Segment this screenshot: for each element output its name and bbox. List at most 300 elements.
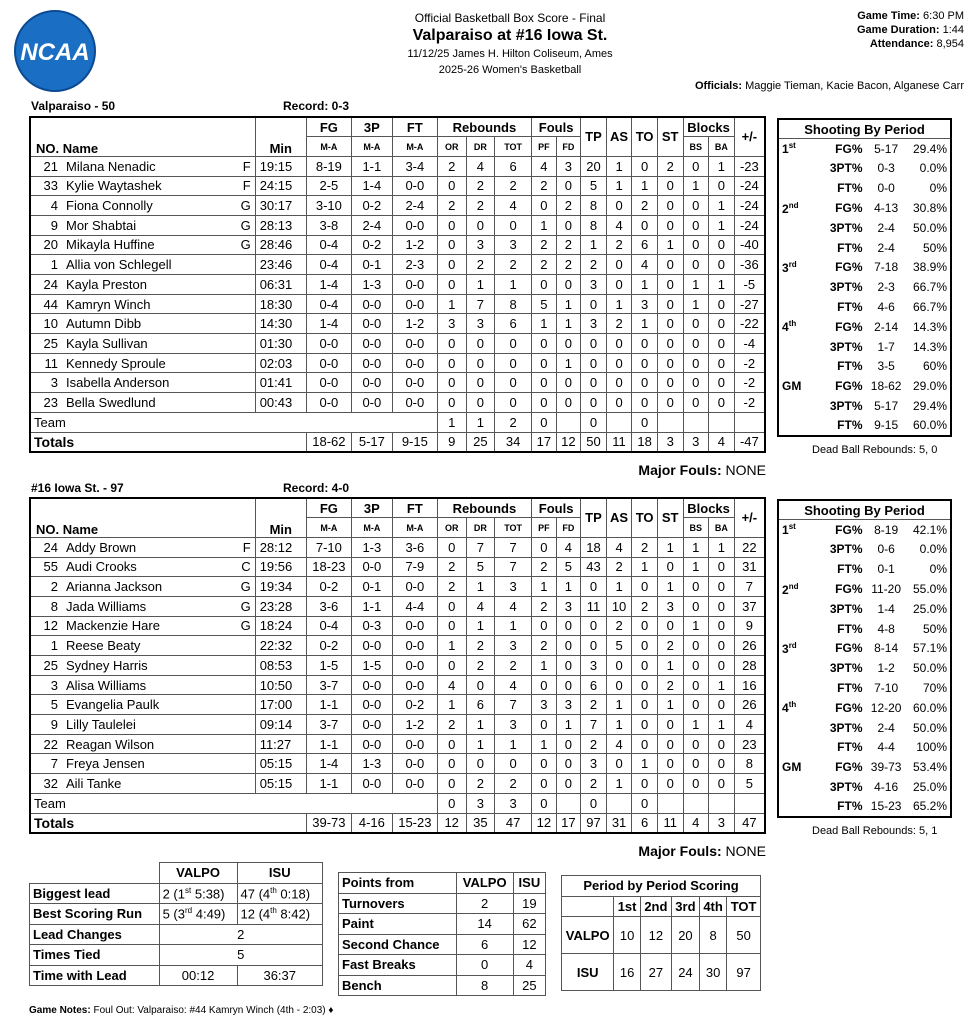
team-stat [606,412,632,432]
stat-min: 10:50 [255,675,306,695]
stat-ba: 0 [709,314,735,334]
stat-bs: 1 [683,715,709,735]
season: 2025-26 Women's Basketball [438,64,582,76]
shooting-pct: 66.7% [912,300,947,315]
stat-ba: 1 [709,196,735,216]
stat-pf: 2 [532,557,557,577]
col-header-blocks: Blocks [683,117,734,137]
stat-ft: 0-0 [392,275,437,295]
lead-changes-row: Lead Changes 2 [30,924,323,945]
stat-as: 1 [606,176,632,196]
col-subheader: M-A [306,137,351,157]
player-name [30,537,255,557]
stat-pf: 2 [532,235,557,255]
stat-tot: 3 [495,577,532,597]
stat-min: 01:41 [255,373,306,393]
team-stat: 1 [466,412,495,432]
lead-col-valpo: VALPO [159,863,237,884]
stat-pf: 0 [532,373,557,393]
isu-shooting-by-period [777,499,952,818]
stat-min: 00:43 [255,393,306,413]
valpo-record: Record: 0-3 [283,99,350,113]
period-label [778,159,821,179]
stat-fg: 0-2 [306,636,351,656]
shooting-made-attempted: 1-4 [877,601,895,616]
shooting-row [778,698,951,718]
period-label [778,416,821,436]
totals-stat: 12 [532,813,557,833]
player-position: F [242,158,251,174]
period-label [778,619,821,639]
stat-tp: 0 [581,616,607,636]
player-number: 9 [50,217,58,233]
stat-ft: 4-4 [392,596,437,616]
stat-tot: 3 [495,715,532,735]
stat-ft: 0-2 [392,695,437,715]
stat-tp: 3 [581,314,607,334]
totals-stat: 18 [632,432,658,452]
shooting-stat-label: 3PT% [829,720,863,735]
stat-3p: 0-0 [351,334,392,354]
totals-stat: 3 [709,813,735,833]
col-header-ft: FT [392,498,437,518]
stat-dr: 7 [466,537,495,557]
stat-plus-minus: 4 [734,715,765,735]
stat-tp: 0 [581,334,607,354]
stat-bs: 0 [683,314,709,334]
period-label: GM [782,379,802,394]
stat-tp: 3 [581,275,607,295]
stat-to: 0 [632,774,658,794]
stat-ba: 0 [709,774,735,794]
stat-min: 19:15 [255,156,306,176]
shooting-made-attempted: 2-4 [877,720,895,735]
stat-ft: 0-0 [392,675,437,695]
col-header-rebounds: Rebounds [437,498,531,518]
player-name [30,754,255,774]
stat-or: 2 [437,156,466,176]
stat-bs: 0 [683,695,709,715]
stat-or: 1 [437,294,466,314]
stat-as: 2 [606,235,632,255]
totals-stat: 35 [466,813,495,833]
totals-stat: 11 [606,432,632,452]
totals-label: Totals [30,813,306,833]
period-row [562,917,761,954]
period-label [778,396,821,416]
stat-to: 0 [632,675,658,695]
player-name [30,557,255,577]
stat-to: 2 [632,537,658,557]
lead-stats-table [29,862,323,986]
shooting-made-attempted: 2-4 [877,240,895,255]
player-row [30,715,765,735]
stat-3p: 0-0 [351,636,392,656]
stat-dr: 3 [466,235,495,255]
stat-pf: 2 [532,596,557,616]
period-score: 27 [640,954,671,991]
player-row [30,196,765,216]
game-notes: Game Notes: Foul Out: Valparaiso: #44 Kamryn Winch (4th - 2:03) ♦ [29,1005,334,1016]
stat-ba: 0 [709,294,735,314]
team-label: Team [30,793,437,813]
isu-team-title: #16 Iowa St. - 97 Record: 4-0 [31,481,350,495]
stat-pf: 4 [532,156,557,176]
isu-major-fouls: Major Fouls: NONE [638,843,766,859]
player-number: 24 [43,539,58,555]
points-from-label: Bench [339,975,457,996]
period-scoring-title: Period by Period Scoring [562,876,761,897]
player-row [30,275,765,295]
player-name-text: Kennedy Sproule [66,355,166,371]
stat-st: 0 [657,334,683,354]
player-name [30,373,255,393]
team-stat: 1 [437,412,466,432]
player-name [30,393,255,413]
col-subheader: PF [532,518,557,538]
player-number: 21 [43,158,58,174]
player-number: 11 [44,355,58,371]
stat-as: 1 [606,294,632,314]
points-from-row [339,934,546,955]
stat-fd: 0 [556,774,581,794]
player-number: 32 [43,775,58,791]
points-from-isu: 4 [513,955,545,976]
stat-fg: 0-0 [306,334,351,354]
stat-bs: 1 [683,537,709,557]
stat-3p: 0-0 [351,353,392,373]
shooting-made-attempted: 0-6 [877,542,895,557]
stat-bs: 0 [683,334,709,354]
stat-ba: 0 [709,734,735,754]
stat-fg: 3-10 [306,196,351,216]
stat-tp: 6 [581,675,607,695]
stat-to: 2 [632,596,658,616]
stat-tot: 4 [495,675,532,695]
points-from-row [339,893,546,914]
stat-to: 0 [632,616,658,636]
shooting-row [778,376,951,396]
team-stat [556,412,581,432]
stat-tot: 1 [495,734,532,754]
points-from-isu: 12 [513,934,545,955]
stat-st: 0 [657,353,683,373]
stat-tot: 7 [495,537,532,557]
stat-or: 0 [437,373,466,393]
stat-ft: 1-2 [392,314,437,334]
shooting-row [778,178,951,198]
stat-tot: 7 [495,557,532,577]
stat-bs: 0 [683,353,709,373]
player-number: 33 [43,178,58,194]
col-subheader: DR [466,137,495,157]
stat-or: 1 [437,695,466,715]
stat-3p: 0-0 [351,715,392,735]
stat-as: 4 [606,734,632,754]
totals-stat: 39-73 [306,813,351,833]
stat-to: 0 [632,393,658,413]
col-subheader: BS [683,518,709,538]
stat-bs: 0 [683,373,709,393]
shooting-pct: 66.7% [912,280,947,295]
stat-fg: 1-4 [306,275,351,295]
shooting-row [778,678,951,698]
team-stat: 0 [437,793,466,813]
stat-st: 0 [657,774,683,794]
stat-bs: 0 [683,636,709,656]
stat-min: 28:46 [255,235,306,255]
stat-ft: 1-2 [392,235,437,255]
player-name-text: Sydney Harris [66,657,148,673]
period-score: 12 [640,917,671,954]
col-subheader: M-A [392,137,437,157]
player-name-text: Allia von Schlegell [66,257,172,273]
player-name-text: Mackenzie Hare [66,618,160,634]
period-score: 10 [614,917,641,954]
totals-row [30,813,765,833]
player-number: 9 [50,716,58,732]
stat-pf: 0 [532,196,557,216]
stat-3p: 1-3 [351,537,392,557]
shooting-stat-label: FT% [837,300,863,315]
stat-tp: 20 [581,156,607,176]
player-name-text: Milana Nenadic [66,158,156,174]
period-label [778,738,821,758]
stat-fd: 3 [556,695,581,715]
totals-stat: 47 [495,813,532,833]
matchup-title: Valparaiso at #16 Iowa St. [412,27,608,44]
stat-tot: 7 [495,695,532,715]
shooting-made-attempted: 3-5 [877,359,895,374]
player-number: 25 [43,335,58,351]
shooting-row [778,218,951,238]
stat-to: 1 [632,557,658,577]
stat-ba: 0 [709,577,735,597]
stat-pf: 1 [532,577,557,597]
shooting-pct: 25.0% [912,601,947,616]
player-row [30,754,765,774]
stat-bs: 0 [683,393,709,413]
stat-dr: 1 [466,577,495,597]
team-stat [657,412,683,432]
points-from-isu: 19 [513,893,545,914]
col-subheader: OR [437,137,466,157]
stat-ba: 0 [709,393,735,413]
shooting-stat-label: FG% [835,700,863,715]
stat-fd: 1 [556,294,581,314]
stat-or: 0 [437,255,466,275]
stat-as: 0 [606,656,632,676]
stat-plus-minus: -4 [734,334,765,354]
points-from-row [339,914,546,935]
stat-st: 0 [657,373,683,393]
player-name-text: Fiona Connolly [66,198,153,214]
totals-stat: 15-23 [392,813,437,833]
stat-fg: 0-4 [306,616,351,636]
stat-bs: 0 [683,754,709,774]
player-name-text: Evangelia Paulk [66,697,160,713]
totals-stat: 17 [532,432,557,452]
stat-or: 0 [437,215,466,235]
stat-min: 28:13 [255,215,306,235]
period-label [778,178,821,198]
stat-ft: 2-4 [392,196,437,216]
stat-ft: 0-0 [392,734,437,754]
stat-min: 05:15 [255,774,306,794]
stat-fg: 8-19 [306,156,351,176]
stat-as: 0 [606,353,632,373]
stat-as: 1 [606,577,632,597]
period-label: GM [782,760,802,775]
stat-dr: 0 [466,334,495,354]
stat-fd: 3 [556,596,581,616]
stat-fg: 3-7 [306,675,351,695]
stat-or: 2 [437,557,466,577]
stat-min: 23:46 [255,255,306,275]
shooting-row [778,277,951,297]
player-row [30,314,765,334]
stat-dr: 7 [466,294,495,314]
stat-fd: 1 [556,353,581,373]
shooting-row [778,258,951,278]
col-header-fg: FG [306,498,351,518]
stat-ft: 0-0 [392,577,437,597]
player-name-text: Audi Crooks [66,559,137,575]
totals-stat: 12 [437,813,466,833]
stat-fg: 18-23 [306,557,351,577]
stat-plus-minus: 26 [734,636,765,656]
stat-to: 0 [632,734,658,754]
shooting-pct: 53.4% [912,760,947,775]
stat-to: 2 [632,196,658,216]
ncaa-logo [13,9,97,93]
stat-tot: 3 [495,636,532,656]
stat-3p: 0-1 [351,255,392,275]
stat-to: 0 [632,656,658,676]
shooting-pct: 29.0% [912,379,947,394]
stat-ba: 0 [709,656,735,676]
shooting-stat-label: 3PT% [829,399,863,414]
totals-stat: 34 [495,432,532,452]
player-position: G [240,618,251,634]
stat-as: 2 [606,314,632,334]
stat-plus-minus: -2 [734,373,765,393]
shooting-pct: 29.4% [912,399,947,414]
stat-fg: 1-1 [306,774,351,794]
team-stat: 3 [466,793,495,813]
player-number: 24 [43,276,58,292]
stat-ft: 0-0 [392,294,437,314]
shooting-pct: 50.0% [912,720,947,735]
stat-ba: 0 [709,353,735,373]
player-row [30,393,765,413]
stat-or: 0 [437,334,466,354]
stat-ba: 0 [709,235,735,255]
stat-plus-minus: 31 [734,557,765,577]
period-score: 20 [671,917,699,954]
stat-min: 23:28 [255,596,306,616]
period-row [562,954,761,991]
player-number: 3 [50,375,58,391]
col-subheader: BS [683,137,709,157]
stat-fg: 3-7 [306,715,351,735]
shooting-pct: 25.0% [912,780,947,795]
stat-dr: 0 [466,353,495,373]
shooting-pct: 50% [922,240,947,255]
shooting-pct: 65.2% [912,799,947,814]
stat-st: 1 [657,235,683,255]
stat-to: 6 [632,235,658,255]
shooting-made-attempted: 4-13 [874,201,899,216]
player-name [30,215,255,235]
stat-dr: 2 [466,774,495,794]
col-header-blocks: Blocks [683,498,734,518]
stat-st: 0 [657,294,683,314]
shooting-made-attempted: 39-73 [870,760,902,775]
stat-plus-minus: 7 [734,577,765,597]
stat-to: 4 [632,255,658,275]
stat-tp: 0 [581,373,607,393]
stat-pf: 5 [532,294,557,314]
stat-fd: 0 [556,616,581,636]
stat-fg: 0-4 [306,294,351,314]
stat-or: 2 [437,577,466,597]
col-header-as: AS [606,117,632,156]
player-name-text: Aili Tanke [66,775,122,791]
player-position: G [240,217,251,233]
stat-st: 2 [657,156,683,176]
stat-fd: 3 [556,156,581,176]
shooting-row [778,619,951,639]
stat-3p: 1-4 [351,176,392,196]
stat-ba: 0 [709,255,735,275]
stat-min: 19:56 [255,557,306,577]
player-position: G [240,198,251,214]
player-name [30,596,255,616]
stat-st: 0 [657,314,683,334]
stat-to: 0 [632,636,658,656]
shooting-stat-label: FT% [837,621,863,636]
points-from-table [338,872,546,996]
shooting-pct: 55.0% [912,582,947,597]
points-from-label: Second Chance [339,934,457,955]
shooting-row [778,797,951,817]
stat-3p: 0-1 [351,577,392,597]
player-row [30,636,765,656]
period-label [778,218,821,238]
player-name [30,235,255,255]
stat-fd: 2 [556,235,581,255]
stat-st: 0 [657,715,683,735]
stat-3p: 0-0 [351,373,392,393]
period-label [778,559,821,579]
period-score: 30 [699,954,726,991]
shooting-made-attempted: 1-7 [877,339,895,354]
report-type: Official Basketball Box Score - Final [414,11,606,25]
stat-plus-minus: 26 [734,695,765,715]
player-number: 12 [43,618,58,634]
stat-tp: 0 [581,294,607,314]
player-name [30,636,255,656]
stat-plus-minus: 5 [734,774,765,794]
stat-bs: 0 [683,215,709,235]
team-stat: 0 [581,793,607,813]
totals-stat: 18-62 [306,432,351,452]
shooting-pct: 70% [922,681,947,696]
stat-pf: 1 [532,656,557,676]
stat-dr: 1 [466,275,495,295]
stat-3p: 1-1 [351,156,392,176]
